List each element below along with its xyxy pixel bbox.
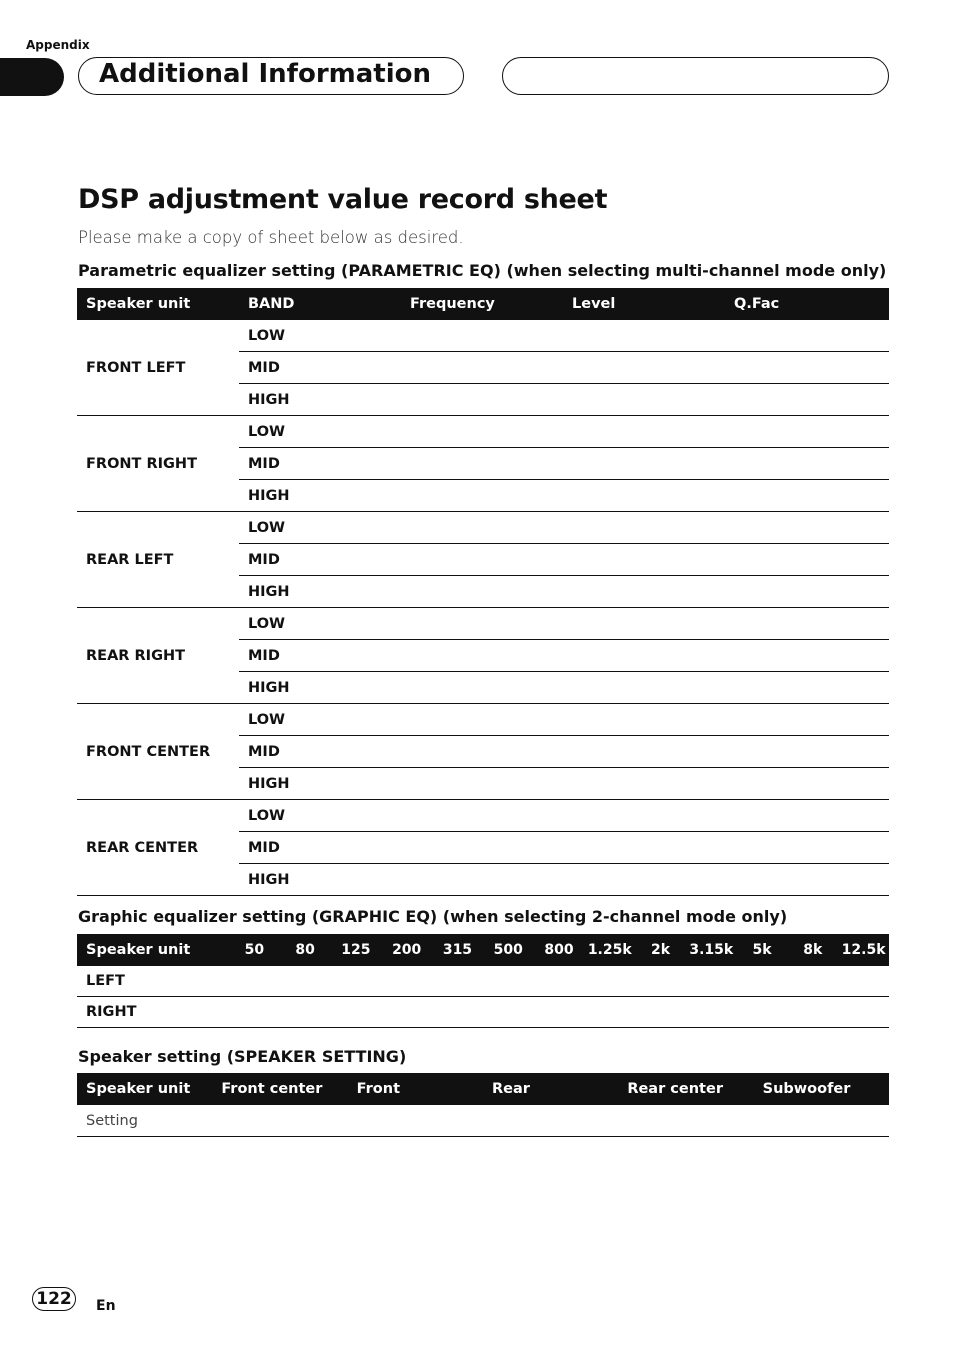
page-number: 122 [32, 1287, 76, 1311]
intro-text: Please make a copy of sheet below as desired. [78, 228, 464, 247]
value-cell [401, 512, 563, 544]
geq-band-header: 500 [483, 934, 534, 966]
speaker-column-header: Subwoofer [754, 1073, 889, 1105]
value-cell [563, 384, 725, 416]
geq-table [77, 934, 889, 1028]
geq-band-header: 8k [787, 934, 838, 966]
value-cell [432, 966, 483, 997]
band-cell: HIGH [239, 768, 401, 800]
value-cell [401, 832, 563, 864]
speaker-column-header: Speaker unit [77, 1073, 212, 1105]
value-cell [563, 544, 725, 576]
speaker-unit-cell: FRONT CENTER [77, 704, 239, 800]
chapter-tab [0, 58, 64, 96]
value-cell [563, 800, 725, 832]
band-cell: HIGH [239, 480, 401, 512]
band-cell: MID [239, 352, 401, 384]
value-cell [401, 480, 563, 512]
value-cell [401, 416, 563, 448]
value-cell [483, 1105, 618, 1137]
speaker-unit-cell: REAR RIGHT [77, 608, 239, 704]
speaker-unit-cell: REAR LEFT [77, 512, 239, 608]
value-cell [401, 736, 563, 768]
value-cell [725, 352, 889, 384]
geq-row-label: RIGHT [77, 997, 229, 1028]
value-cell [563, 768, 725, 800]
value-cell [381, 966, 432, 997]
speaker-unit-cell: REAR CENTER [77, 800, 239, 896]
speaker-unit-cell: FRONT RIGHT [77, 416, 239, 512]
value-cell [563, 480, 725, 512]
value-cell [635, 966, 686, 997]
value-cell [401, 608, 563, 640]
section-label: Appendix [26, 38, 90, 52]
value-cell [229, 966, 280, 997]
geq-band-header: 2k [635, 934, 686, 966]
value-cell [401, 320, 563, 352]
value-cell [401, 768, 563, 800]
header-title: Additional Information [99, 59, 432, 89]
value-cell [737, 966, 788, 997]
value-cell [725, 544, 889, 576]
value-cell [229, 997, 280, 1028]
table-row [77, 704, 889, 736]
geq-band-header: 5k [737, 934, 788, 966]
value-cell [725, 736, 889, 768]
value-cell [725, 512, 889, 544]
value-cell [584, 997, 635, 1028]
value-cell [331, 997, 382, 1028]
value-cell [725, 704, 889, 736]
value-cell [280, 966, 331, 997]
value-cell [838, 997, 889, 1028]
geq-band-header: 1.25k [584, 934, 635, 966]
header-title-box [78, 57, 464, 95]
value-cell [563, 736, 725, 768]
value-cell [737, 997, 788, 1028]
value-cell [725, 448, 889, 480]
value-cell [725, 384, 889, 416]
value-cell [401, 352, 563, 384]
peq-column-header: BAND [239, 288, 401, 320]
geq-band-header: 3.15k [686, 934, 737, 966]
speaker-column-header: Front center [212, 1073, 347, 1105]
geq-band-header: 200 [381, 934, 432, 966]
table-row [77, 966, 889, 997]
value-cell [348, 1105, 483, 1137]
header-blank-box [502, 57, 889, 95]
speaker-row-label: Setting [77, 1105, 212, 1137]
value-cell [725, 608, 889, 640]
value-cell [534, 997, 585, 1028]
value-cell [563, 448, 725, 480]
speaker-column-header: Front [348, 1073, 483, 1105]
band-cell: MID [239, 640, 401, 672]
peq-column-header: Q.Fac [725, 288, 889, 320]
geq-unit-header: Speaker unit [77, 934, 229, 966]
value-cell [725, 640, 889, 672]
value-cell [381, 997, 432, 1028]
value-cell [563, 832, 725, 864]
band-cell: MID [239, 544, 401, 576]
table-row [77, 416, 889, 448]
value-cell [725, 832, 889, 864]
value-cell [432, 997, 483, 1028]
value-cell [483, 997, 534, 1028]
value-cell [686, 997, 737, 1028]
value-cell [401, 704, 563, 736]
value-cell [725, 864, 889, 896]
value-cell [563, 576, 725, 608]
peq-column-header: Speaker unit [77, 288, 239, 320]
value-cell [787, 966, 838, 997]
geq-row-label: LEFT [77, 966, 229, 997]
geq-band-header: 800 [534, 934, 585, 966]
value-cell [331, 966, 382, 997]
value-cell [563, 512, 725, 544]
value-cell [618, 1105, 753, 1137]
value-cell [401, 640, 563, 672]
value-cell [401, 544, 563, 576]
value-cell [401, 864, 563, 896]
value-cell [563, 704, 725, 736]
value-cell [725, 320, 889, 352]
table-row [77, 997, 889, 1028]
value-cell [563, 416, 725, 448]
band-cell: LOW [239, 320, 401, 352]
value-cell [725, 480, 889, 512]
value-cell [725, 768, 889, 800]
table-row [77, 608, 889, 640]
band-cell: LOW [239, 512, 401, 544]
value-cell [401, 576, 563, 608]
value-cell [787, 997, 838, 1028]
value-cell [563, 864, 725, 896]
value-cell [563, 352, 725, 384]
value-cell [635, 997, 686, 1028]
value-cell [725, 416, 889, 448]
peq-column-header: Level [563, 288, 725, 320]
band-cell: HIGH [239, 864, 401, 896]
band-cell: LOW [239, 608, 401, 640]
band-cell: LOW [239, 704, 401, 736]
speaker-unit-cell: FRONT LEFT [77, 320, 239, 416]
value-cell [686, 966, 737, 997]
value-cell [725, 576, 889, 608]
peq-column-header: Frequency [401, 288, 563, 320]
band-cell: MID [239, 832, 401, 864]
table-row [77, 800, 889, 832]
speaker-section-title: Speaker setting (SPEAKER SETTING) [78, 1047, 407, 1066]
band-cell: LOW [239, 416, 401, 448]
value-cell [534, 966, 585, 997]
value-cell [563, 320, 725, 352]
speaker-column-header: Rear [483, 1073, 618, 1105]
page-title: DSP adjustment value record sheet [78, 184, 608, 215]
value-cell [563, 672, 725, 704]
table-row [77, 1105, 889, 1137]
table-row [77, 512, 889, 544]
value-cell [483, 966, 534, 997]
value-cell [563, 640, 725, 672]
band-cell: LOW [239, 800, 401, 832]
geq-band-header: 125 [331, 934, 382, 966]
band-cell: HIGH [239, 384, 401, 416]
value-cell [754, 1105, 889, 1137]
peq-table [77, 288, 889, 896]
table-row [77, 320, 889, 352]
language-code: En [96, 1298, 116, 1314]
value-cell [401, 384, 563, 416]
value-cell [838, 966, 889, 997]
band-cell: HIGH [239, 576, 401, 608]
geq-band-header: 50 [229, 934, 280, 966]
value-cell [401, 448, 563, 480]
band-cell: HIGH [239, 672, 401, 704]
geq-band-header: 12.5k [838, 934, 889, 966]
speaker-column-header: Rear center [618, 1073, 753, 1105]
value-cell [725, 672, 889, 704]
geq-section-title: Graphic equalizer setting (GRAPHIC EQ) (when selecting 2-channel mode only) [78, 907, 788, 926]
geq-band-header: 315 [432, 934, 483, 966]
value-cell [563, 608, 725, 640]
geq-band-header: 80 [280, 934, 331, 966]
value-cell [725, 800, 889, 832]
value-cell [212, 1105, 347, 1137]
speaker-table [77, 1073, 889, 1137]
band-cell: MID [239, 736, 401, 768]
peq-section-title: Parametric equalizer setting (PARAMETRIC EQ) (when selecting multi-channel mode only) [78, 261, 887, 280]
value-cell [401, 672, 563, 704]
value-cell [280, 997, 331, 1028]
band-cell: MID [239, 448, 401, 480]
value-cell [401, 800, 563, 832]
value-cell [584, 966, 635, 997]
